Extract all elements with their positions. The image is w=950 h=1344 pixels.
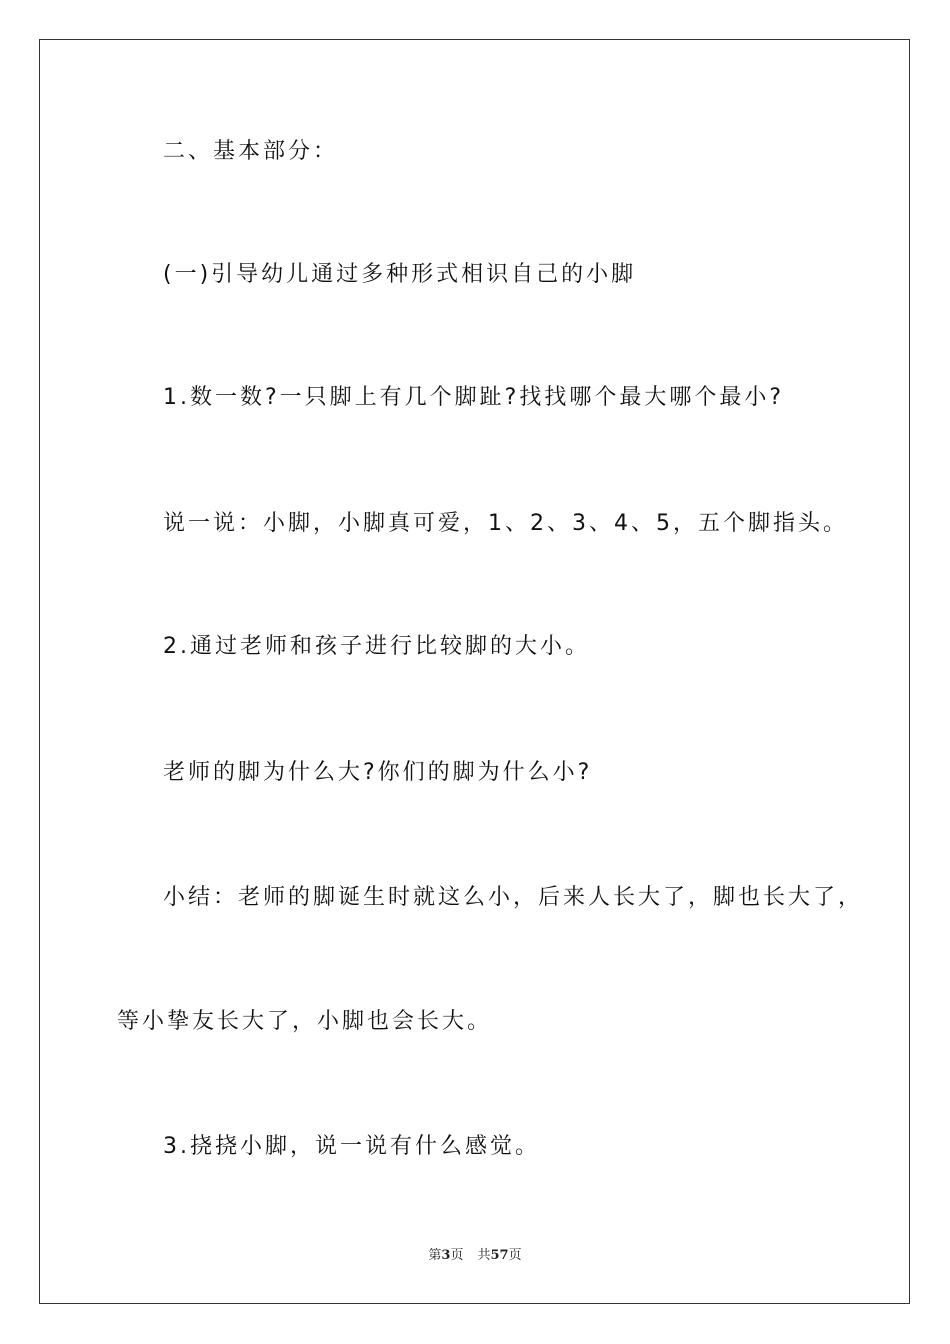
paragraph-summary: 小结：老师的脚诞生时就这么小，后来人长大了，脚也长大了， bbox=[163, 885, 864, 910]
paragraph-say: 说一说：小脚，小脚真可爱，1、2、3、4、5，五个脚指头。 bbox=[163, 511, 848, 536]
page-footer bbox=[0, 1247, 950, 1265]
total-label-prefix: 共 bbox=[477, 1248, 491, 1263]
paragraph-summary-continued: 等小挚友长大了，小脚也会长大。 bbox=[117, 1009, 493, 1034]
paragraph-step-2: 2.通过老师和孩子进行比较脚的大小。 bbox=[163, 634, 590, 659]
paragraph-step-1: 1.数一数?一只脚上有几个脚趾?找找哪个最大哪个最小? bbox=[163, 385, 785, 410]
total-pages: 57 bbox=[490, 1248, 509, 1263]
page-label-suffix: 页 bbox=[450, 1248, 464, 1263]
paragraph-step-3: 3.挠挠小脚，说一说有什么感觉。 bbox=[163, 1134, 540, 1159]
page-label-prefix: 第 bbox=[428, 1248, 442, 1263]
paragraph-question: 老师的脚为什么大?你们的脚为什么小? bbox=[163, 760, 593, 785]
page-number: 3 bbox=[441, 1248, 451, 1263]
page-frame bbox=[39, 39, 910, 1304]
section-heading: 二、基本部分： bbox=[163, 139, 339, 164]
total-label-suffix: 页 bbox=[508, 1248, 522, 1263]
subsection-heading: (一)引导幼儿通过多种形式相识自己的小脚 bbox=[163, 262, 637, 287]
